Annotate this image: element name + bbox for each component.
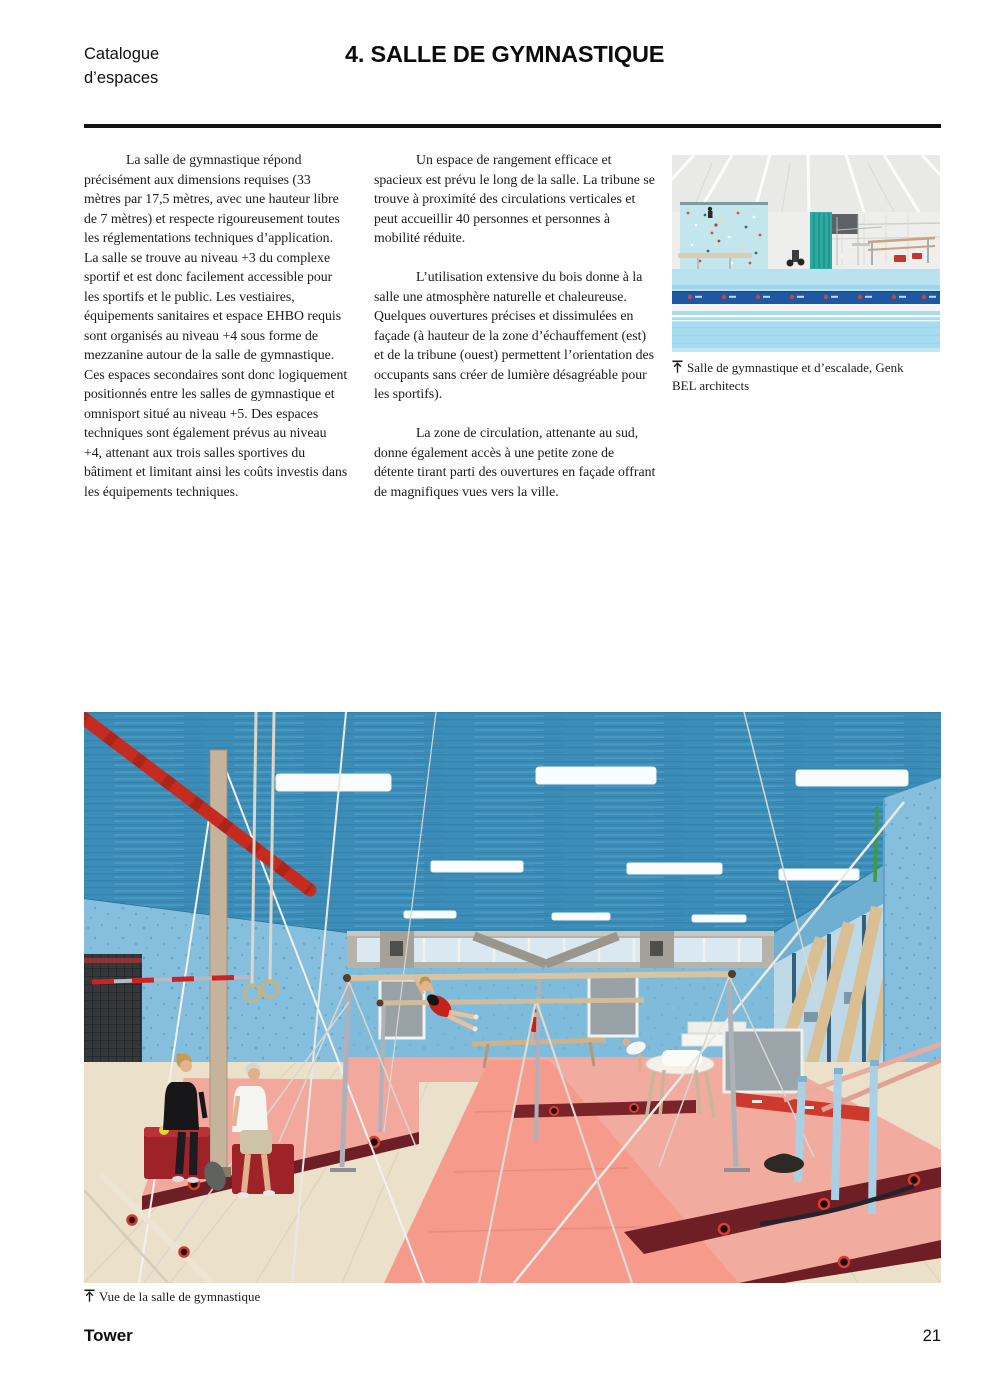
- paragraph: L’utilisation extensive du bois donne à la salle une atmosphère naturelle et chaleureuse. Quelques ouvertures précises et dissimulées en façade (à hauteur de la zone d’échauffement (est) et de la tribune (ouest) permettent l’orientation des occupants sans créer de lumière désagréable pour les sportifs).: [374, 269, 655, 401]
- paragraph: La salle de gymnastique répond précisément aux dimensions requises (33 mètres par 17,5 mètres, avec une hauteur libre de 7 mètres) et respecte rigoureusement toutes les réglementations techniques d’application. La salle se trouve au niveau +3 du complexe sportif et est donc facilement accessible pour les sportifs et le public. Les vestiaires, équipements sanitaires et espace EHBO requis sont organisés au niveau +4 sous forme de mezzanine autour de la salle de gymnastique. Ces espaces secondaires sont donc logiquement positionnés entre les salles de gymnastique et omnisport situé au niveau +5. Des espaces techniques sont également prévus au niveau +4, attenant aux trois salles sportives du bâtiment et limitant ainsi les coûts investis dans les équipements techniques.: [84, 152, 348, 499]
- mirror-panel: [589, 976, 637, 1036]
- back-wall: [347, 968, 774, 1064]
- divider-rule: [84, 124, 941, 128]
- gym-climbing-photo: [672, 155, 940, 352]
- gym-bag: [764, 1155, 804, 1173]
- footer-project-name: Tower: [84, 1326, 133, 1345]
- brand-line-2: d’espaces: [84, 69, 159, 87]
- figure-gym-render: [84, 712, 941, 1307]
- page-number: 21: [922, 1327, 941, 1345]
- clerestory-windows: [347, 931, 774, 968]
- brand: [84, 42, 159, 90]
- text-column-1: [84, 150, 348, 501]
- climbing-wall: [680, 202, 768, 269]
- figure-large-caption: [84, 1289, 941, 1307]
- mirror-panel: [724, 1030, 802, 1092]
- caption-text: Vue de la salle de gymnastique: [99, 1289, 261, 1304]
- caption-text-line2: BEL architects: [672, 377, 750, 393]
- figure-small-caption: [672, 360, 940, 394]
- green-ribbon: [875, 807, 877, 882]
- climber-silhouette: [708, 207, 713, 218]
- figure-gym-climbing-photo: [672, 155, 940, 394]
- caption-text: Salle de gymnastique et d’escalade, Genk: [687, 360, 904, 375]
- arrow-up-to-bar-icon: [672, 360, 683, 378]
- paragraph: Un espace de rangement efficace et spacieux est prévu le long de la salle. La tribune se trouve à proximité des circulations verticales et peut accueillir 40 personnes et personnes à mobilité réduite.: [374, 152, 655, 245]
- text-column-2: [374, 150, 656, 501]
- brand-line-1: Catalogue: [84, 45, 160, 63]
- gym-render-illustration: [84, 712, 941, 1283]
- paragraph: La zone de circulation, attenante au sud, donne également accès à une petite zone de détente tirant parti des ouvertures en façade offrant de magnifiques vues vers la ville.: [374, 425, 656, 499]
- photo-floor: [672, 269, 940, 352]
- teal-curtain: [810, 212, 832, 269]
- arrow-up-to-bar-icon: [84, 1289, 95, 1307]
- page-title: 4. SALLE DE GYMNASTIQUE: [345, 41, 665, 67]
